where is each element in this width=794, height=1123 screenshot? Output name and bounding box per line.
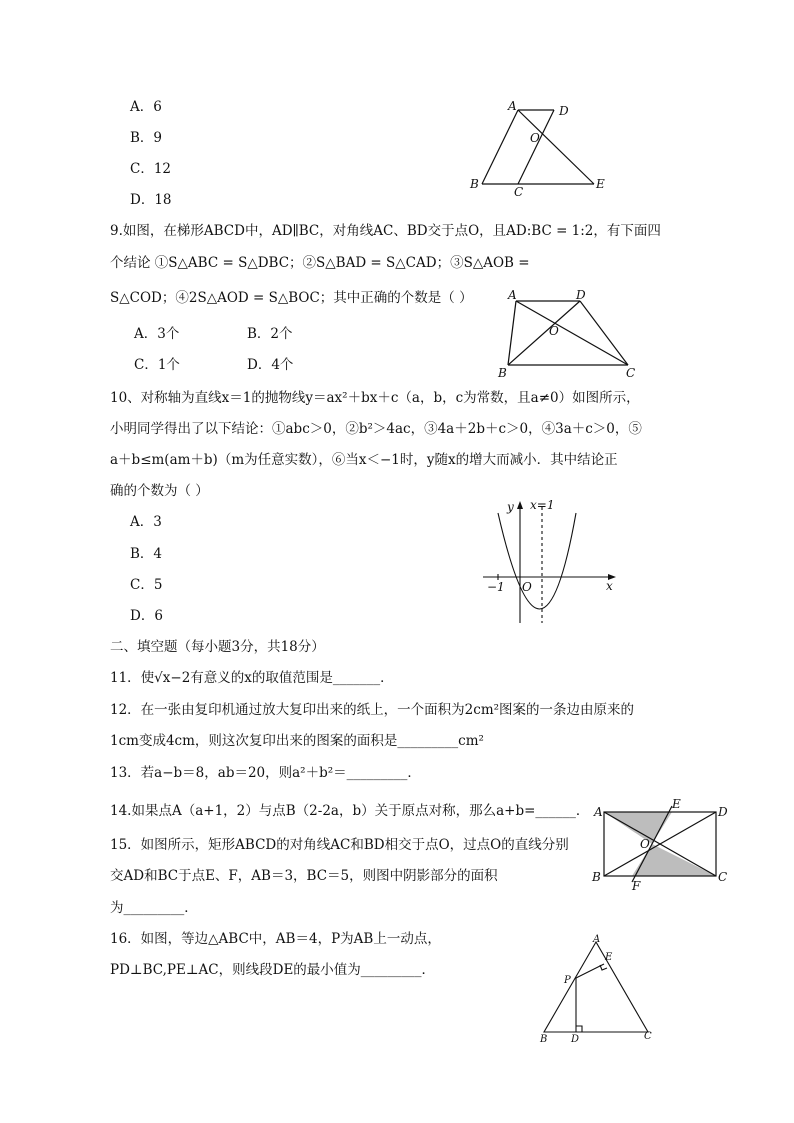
q10-option-d: D．6 [130,608,163,624]
q9-option-c: C．1个 [134,357,180,373]
figure-triangle [530,932,660,1047]
q12-line2: 1cm变成4cm，则这次复印出来的图案的面积是_________cm² [110,733,484,749]
fig4-label-f: F [632,879,641,892]
q13: 13．若a−b＝8，ab＝20，则a²＋b²＝_________． [110,765,421,781]
fig5-label-d: D [571,1034,580,1045]
q8-option-c: C．12 [130,161,172,177]
fig1-label-e: E [596,177,605,191]
fig1-label-o: O [530,131,540,145]
q10-line2: 小明同学得出了以下结论：①abc＞0，②b²＞4ac，③4a＋2b＋c＞0，④3a＋c＞0，⑤ [110,421,642,437]
q8-option-b: B．9 [130,130,163,146]
q9-line1: 9.如图，在梯形ABCD中，AD∥BC，对角线AC、BD交于点O，且AD:BC = 1:2，有下面四 [110,223,661,239]
figure-parallelogram [462,98,622,198]
fig5-label-e: E [605,952,613,963]
q16-line1: 16．如图，等边△ABC中，AB＝4，P为AB上一动点， [110,931,441,947]
fig2-label-b: B [498,366,507,379]
q16-line2: PD⊥BC,PE⊥AC，则线段DE的最小值为_________． [110,962,436,978]
q9-option-a: A．3个 [134,326,180,342]
q10-line3: a＋b≤m(am＋b)（m为任意实数），⑥当x＜−1时，y随x的增大而减小．其中结论正 [110,452,618,468]
q10-option-c: C．5 [130,577,163,593]
fig3-label-x1: x=1 [530,498,555,512]
fig1-label-c: C [514,185,524,198]
q10-line1: 10、对称轴为直线x＝1的抛物线y＝ax²＋bx＋c（a，b，c为常数，且a≠0）如图所示， [110,390,640,406]
q10-option-b: B．4 [130,546,163,562]
q12-line1: 12．在一张由复印机通过放大复印出来的纸上，一个面积为2cm²图案的一条边由原来的 [110,702,635,718]
fig4-label-c: C [718,870,728,884]
fig3-label-o: O [522,580,532,594]
q9-line3: S△COD；④2S△AOD = S△BOC；其中正确的个数是（ ） [110,290,473,306]
fig1-label-d: D [559,104,569,118]
fig5-label-a: A [593,934,601,945]
q8-option-d: D．18 [130,192,172,208]
fig1-label-b: B [470,177,479,191]
q9-line2: 个结论 ①S△ABC = S△DBC；②S△BAD = S△CAD；③S△AOB = [110,255,530,271]
q15-line2: 交AD和BC于点E、F，AB＝3，BC＝5，则图中阴影部分的面积 [110,868,498,884]
fig4-label-e: E [672,797,681,811]
fig2-label-c: C [626,366,636,379]
q10-option-a: A．3 [130,514,162,530]
figure-rectangle [588,796,733,892]
q9-option-b: B．2个 [247,326,293,342]
fig3-label-neg1: −1 [487,580,505,594]
section-heading: 二、填空题（每小题3分，共18分） [110,639,325,655]
q15-line3: 为_________． [110,900,198,916]
fig4-label-o: O [640,837,650,851]
fig2-label-o: O [549,324,559,338]
fig2-label-d: D [576,288,586,302]
fig4-label-d: D [718,805,728,819]
q8-option-a: A．6 [130,99,162,115]
fig4-label-a: A [594,805,603,819]
fig1-label-a: A [508,99,517,113]
q15-line1: 15．如图所示，矩形ABCD的对角线AC和BD相交于点O，过点O的直线分别 [110,837,569,853]
q11: 11．使√x−2有意义的x的取值范围是_______． [110,670,394,686]
q9-option-d: D．4个 [247,357,294,373]
fig5-label-b: B [540,1034,548,1045]
q14: 14.如果点A（a+1，2）与点B（2-2a，b）关于原点对称，那么a+b=______． [110,803,590,819]
fig5-label-c: C [644,1031,652,1042]
fig5-label-p: P [564,975,571,986]
fig2-label-a: A [508,288,517,302]
q10-line4: 确的个数为（ ） [110,483,209,499]
figure-trapezoid [494,287,644,379]
fig3-label-y: y [507,500,514,514]
figure-parabola [478,495,623,627]
fig4-label-b: B [592,870,601,884]
fig3-label-x: x [606,579,613,593]
